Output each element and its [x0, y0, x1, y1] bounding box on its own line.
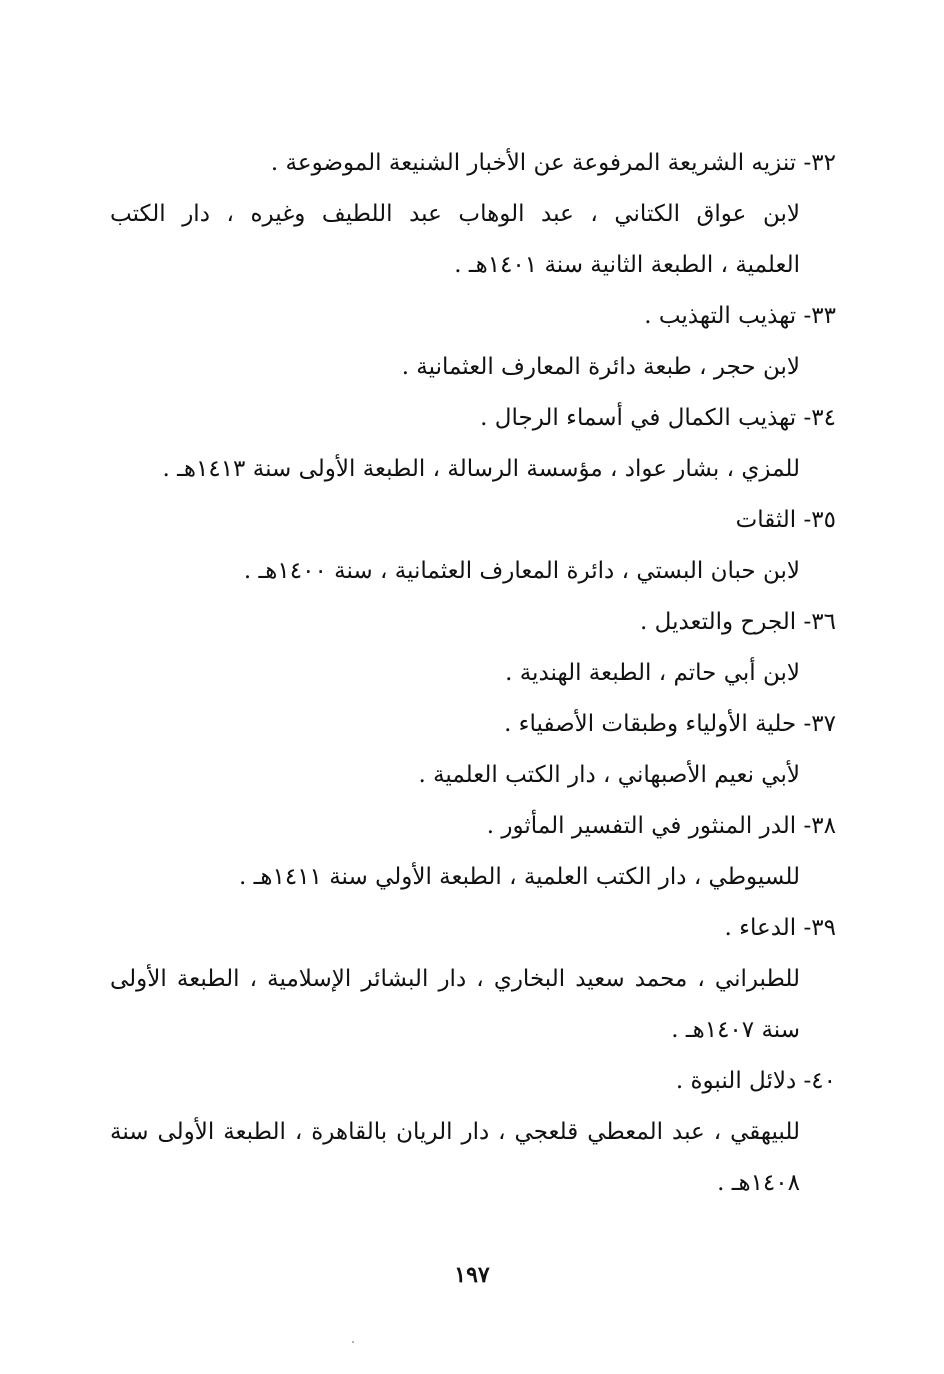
- entry-34-line-1: للمزي ، بشار عواد ، مؤسسة الرسالة ، الطبعة الأولى سنة ١٤١٣هـ .: [162, 456, 800, 482]
- entry-32-title: ٣٢- تنزيه الشريعة المرفوعة عن الأخبار الشنيعة الموضوعة .: [270, 150, 836, 176]
- entry-39-line-1: للطبراني ، محمد سعيد البخاري ، دار البشائر الإسلامية ، الطبعة الأولى: [110, 966, 800, 992]
- entry-35-line-1: لابن حبان البستي ، دائرة المعارف العثمانية ، سنة ١٤٠٠هـ .: [243, 558, 800, 584]
- scan-speck: [352, 1341, 354, 1343]
- entry-35-title: ٣٥- الثقات: [735, 507, 836, 533]
- entry-40-line-2: ١٤٠٨هـ .: [717, 1170, 800, 1196]
- page-number: ١٩٧: [454, 1262, 490, 1288]
- entry-37-title: ٣٧- حلية الأولياء وطبقات الأصفياء .: [504, 711, 836, 737]
- bibliography-list: [110, 138, 836, 1209]
- entry-33-title: ٣٣- تهذيب التهذيب .: [644, 303, 836, 329]
- entry-40-title: ٤٠- دلائل النبوة .: [675, 1068, 836, 1094]
- entry-32-line-1: لابن عواق الكتاني ، عبد الوهاب عبد اللطيف وغيره ، دار الكتب: [110, 201, 800, 227]
- entry-36-line-1: لابن أبي حاتم ، الطبعة الهندية .: [505, 660, 800, 686]
- entry-36-title: ٣٦- الجرح والتعديل .: [640, 609, 836, 635]
- entry-40-line-1: للبيهقي ، عبد المعطي قلعجي ، دار الريان بالقاهرة ، الطبعة الأولى سنة: [110, 1119, 800, 1145]
- entry-38-line-1: للسيوطي ، دار الكتب العلمية ، الطبعة الأولي سنة ١٤١١هـ .: [238, 864, 800, 890]
- entry-34-title: ٣٤- تهذيب الكمال في أسماء الرجال .: [480, 405, 836, 431]
- entry-32-line-2: العلمية ، الطبعة الثانية سنة ١٤٠١هـ .: [454, 252, 800, 278]
- entry-39-line-2: سنة ١٤٠٧هـ .: [671, 1017, 800, 1043]
- entry-33-line-1: لابن حجر ، طبعة دائرة المعارف العثمانية .: [401, 354, 800, 380]
- entry-39-title: ٣٩- الدعاء .: [724, 915, 836, 941]
- entry-37-line-1: لأبي نعيم الأصبهاني ، دار الكتب العلمية .: [418, 762, 800, 788]
- entry-38-title: ٣٨- الدر المنثور في التفسير المأثور .: [486, 813, 836, 839]
